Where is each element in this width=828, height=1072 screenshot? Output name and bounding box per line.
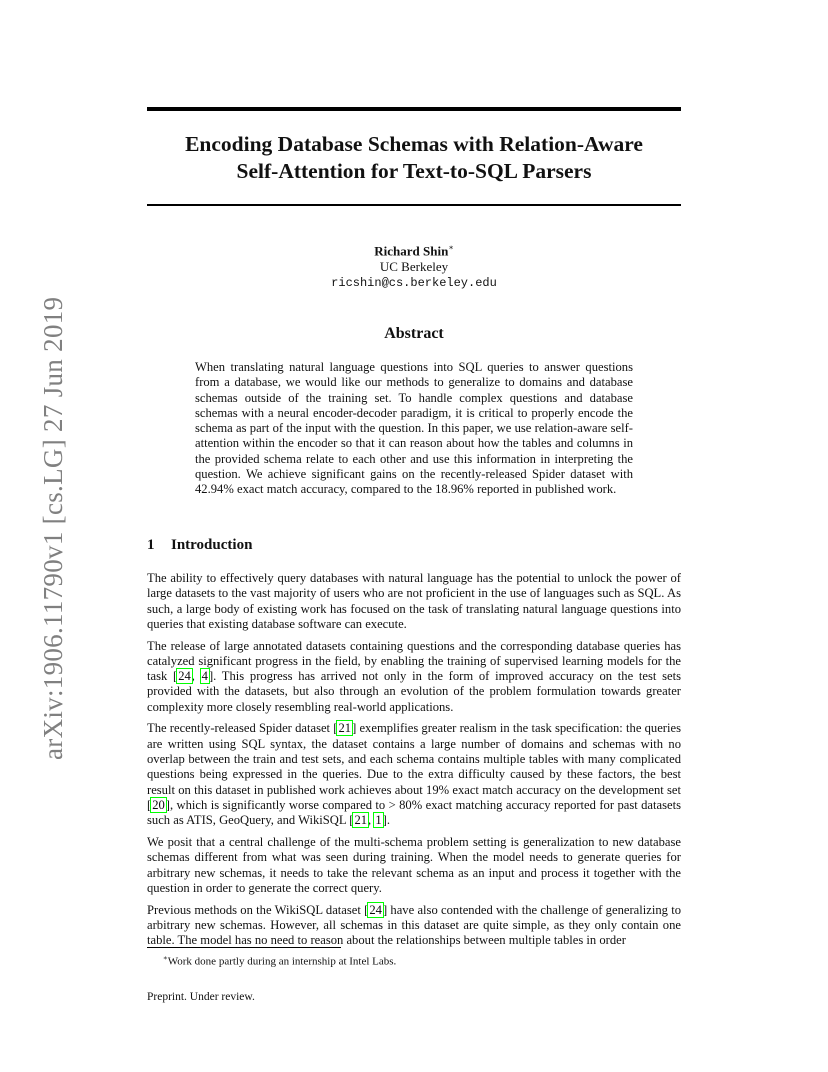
citation-link[interactable]: 20 bbox=[152, 797, 165, 812]
footnote-rule bbox=[147, 947, 341, 948]
author-block bbox=[147, 240, 681, 291]
author-email: ricshin@cs.berkeley.edu bbox=[331, 276, 497, 291]
paper-title bbox=[147, 131, 681, 185]
title-bottom-rule bbox=[147, 204, 681, 206]
paragraph-2: The release of large annotated datasets containing questions and the corresponding database queries has catalyzed significant progress in the field, by enabling the training of supervised learning models for the task [24, 4]. This progress has arrived not only in the form of improved accuracy on the test sets provided with the datasets, but also through an evolution of the problem formulation towards greater complexity more closely resembling real-world applications. bbox=[147, 638, 682, 714]
author-affiliation: UC Berkeley bbox=[379, 259, 449, 275]
preprint-note: Preprint. Under review. bbox=[147, 991, 255, 1003]
abstract-text: When translating natural language questions into SQL queries to answer questions from a database, we would like our methods to generalize to domains and database schemas outside of the training set. To handle complex questions and database schemas with a neural encoder-decoder paradigm, it is critical to properly encode the schema as part of the input with the question. In this paper, we use relation-aware self-attention within the encoder so that it can reason about how the tables and columns in the provided schema relate to each other and use this information in interpreting the question. We achieve significant gains on the recently-released Spider dataset with 42.94% exact match accuracy, compared to the 18.96% reported in published work. bbox=[195, 360, 633, 497]
section-heading-introduction bbox=[147, 537, 252, 554]
citation-link[interactable]: 4 bbox=[201, 669, 208, 684]
paragraph-3: The recently-released Spider dataset [21] exemplifies greater realism in the task specification: the queries are written using SQL syntax, the dataset contains a large number of domains and schemas with no overlap between the train and test sets, and each schema contains multiple tables with many complicated questions being expressed in the queries. Due to the extra difficulty caused by these factors, the best result on this dataset in published work achieves about 19% exact match accuracy on the development set [20], which is significantly worse compared to > 80% exact matching accuracy reported for past datasets such as ATIS, GeoQuery, and WikiSQL [21, 1]. bbox=[147, 721, 681, 828]
footnote-mark: ∗ bbox=[163, 954, 168, 962]
citation-link[interactable]: 24 bbox=[178, 669, 191, 684]
paragraph-1: The ability to effectively query databases with natural language has the potential to unlock the power of large datasets to the vast majority of users who are not proficient in the use of languages such as SQL. As such, a large body of existing work has focused on the task of translating natural language questions into queries that existing database software can execute. bbox=[147, 571, 681, 631]
footnote bbox=[147, 951, 697, 969]
paragraph-5: Previous methods on the WikiSQL dataset [24] have also contended with the challenge of generalizing to arbitrary new schemas. However, all schemas in this dataset are quite simple, as they only contain one table. The model has no need to reason about the relationships between multiple tables in order bbox=[147, 902, 681, 948]
citation-link[interactable]: 21 bbox=[338, 721, 352, 736]
citation-link[interactable]: 21 bbox=[354, 813, 368, 828]
author-footnote-mark: ∗ bbox=[448, 243, 454, 252]
citation-link[interactable]: 24 bbox=[369, 902, 382, 917]
footnote-text: Work done partly during an internship at Intel Labs. bbox=[167, 955, 397, 968]
paper-title-line-1: Encoding Database Schemas with Relation-Aware bbox=[185, 132, 643, 156]
introduction-body bbox=[147, 571, 681, 955]
author-name: Richard Shin∗ bbox=[374, 243, 454, 259]
arxiv-identifier-stamp: arXiv:1906.11790v1 [cs.LG] 27 Jun 2019 bbox=[38, 296, 68, 760]
abstract-heading: Abstract bbox=[384, 325, 444, 342]
paper-title-line-2: Self-Attention for Text-to-SQL Parsers bbox=[236, 159, 592, 183]
section-number: 1 bbox=[147, 537, 155, 553]
citation-link[interactable]: 1 bbox=[375, 813, 382, 828]
title-top-rule bbox=[147, 107, 681, 111]
paragraph-4: We posit that a central challenge of the multi-schema problem setting is generalization to new database schemas different from what was seen during training. When the model needs to generate queries for arbitrary new schemas, it needs to take the relevant schema as an input and process it together with the question in order to generate the correct query. bbox=[147, 834, 681, 895]
section-title: Introduction bbox=[171, 537, 253, 553]
